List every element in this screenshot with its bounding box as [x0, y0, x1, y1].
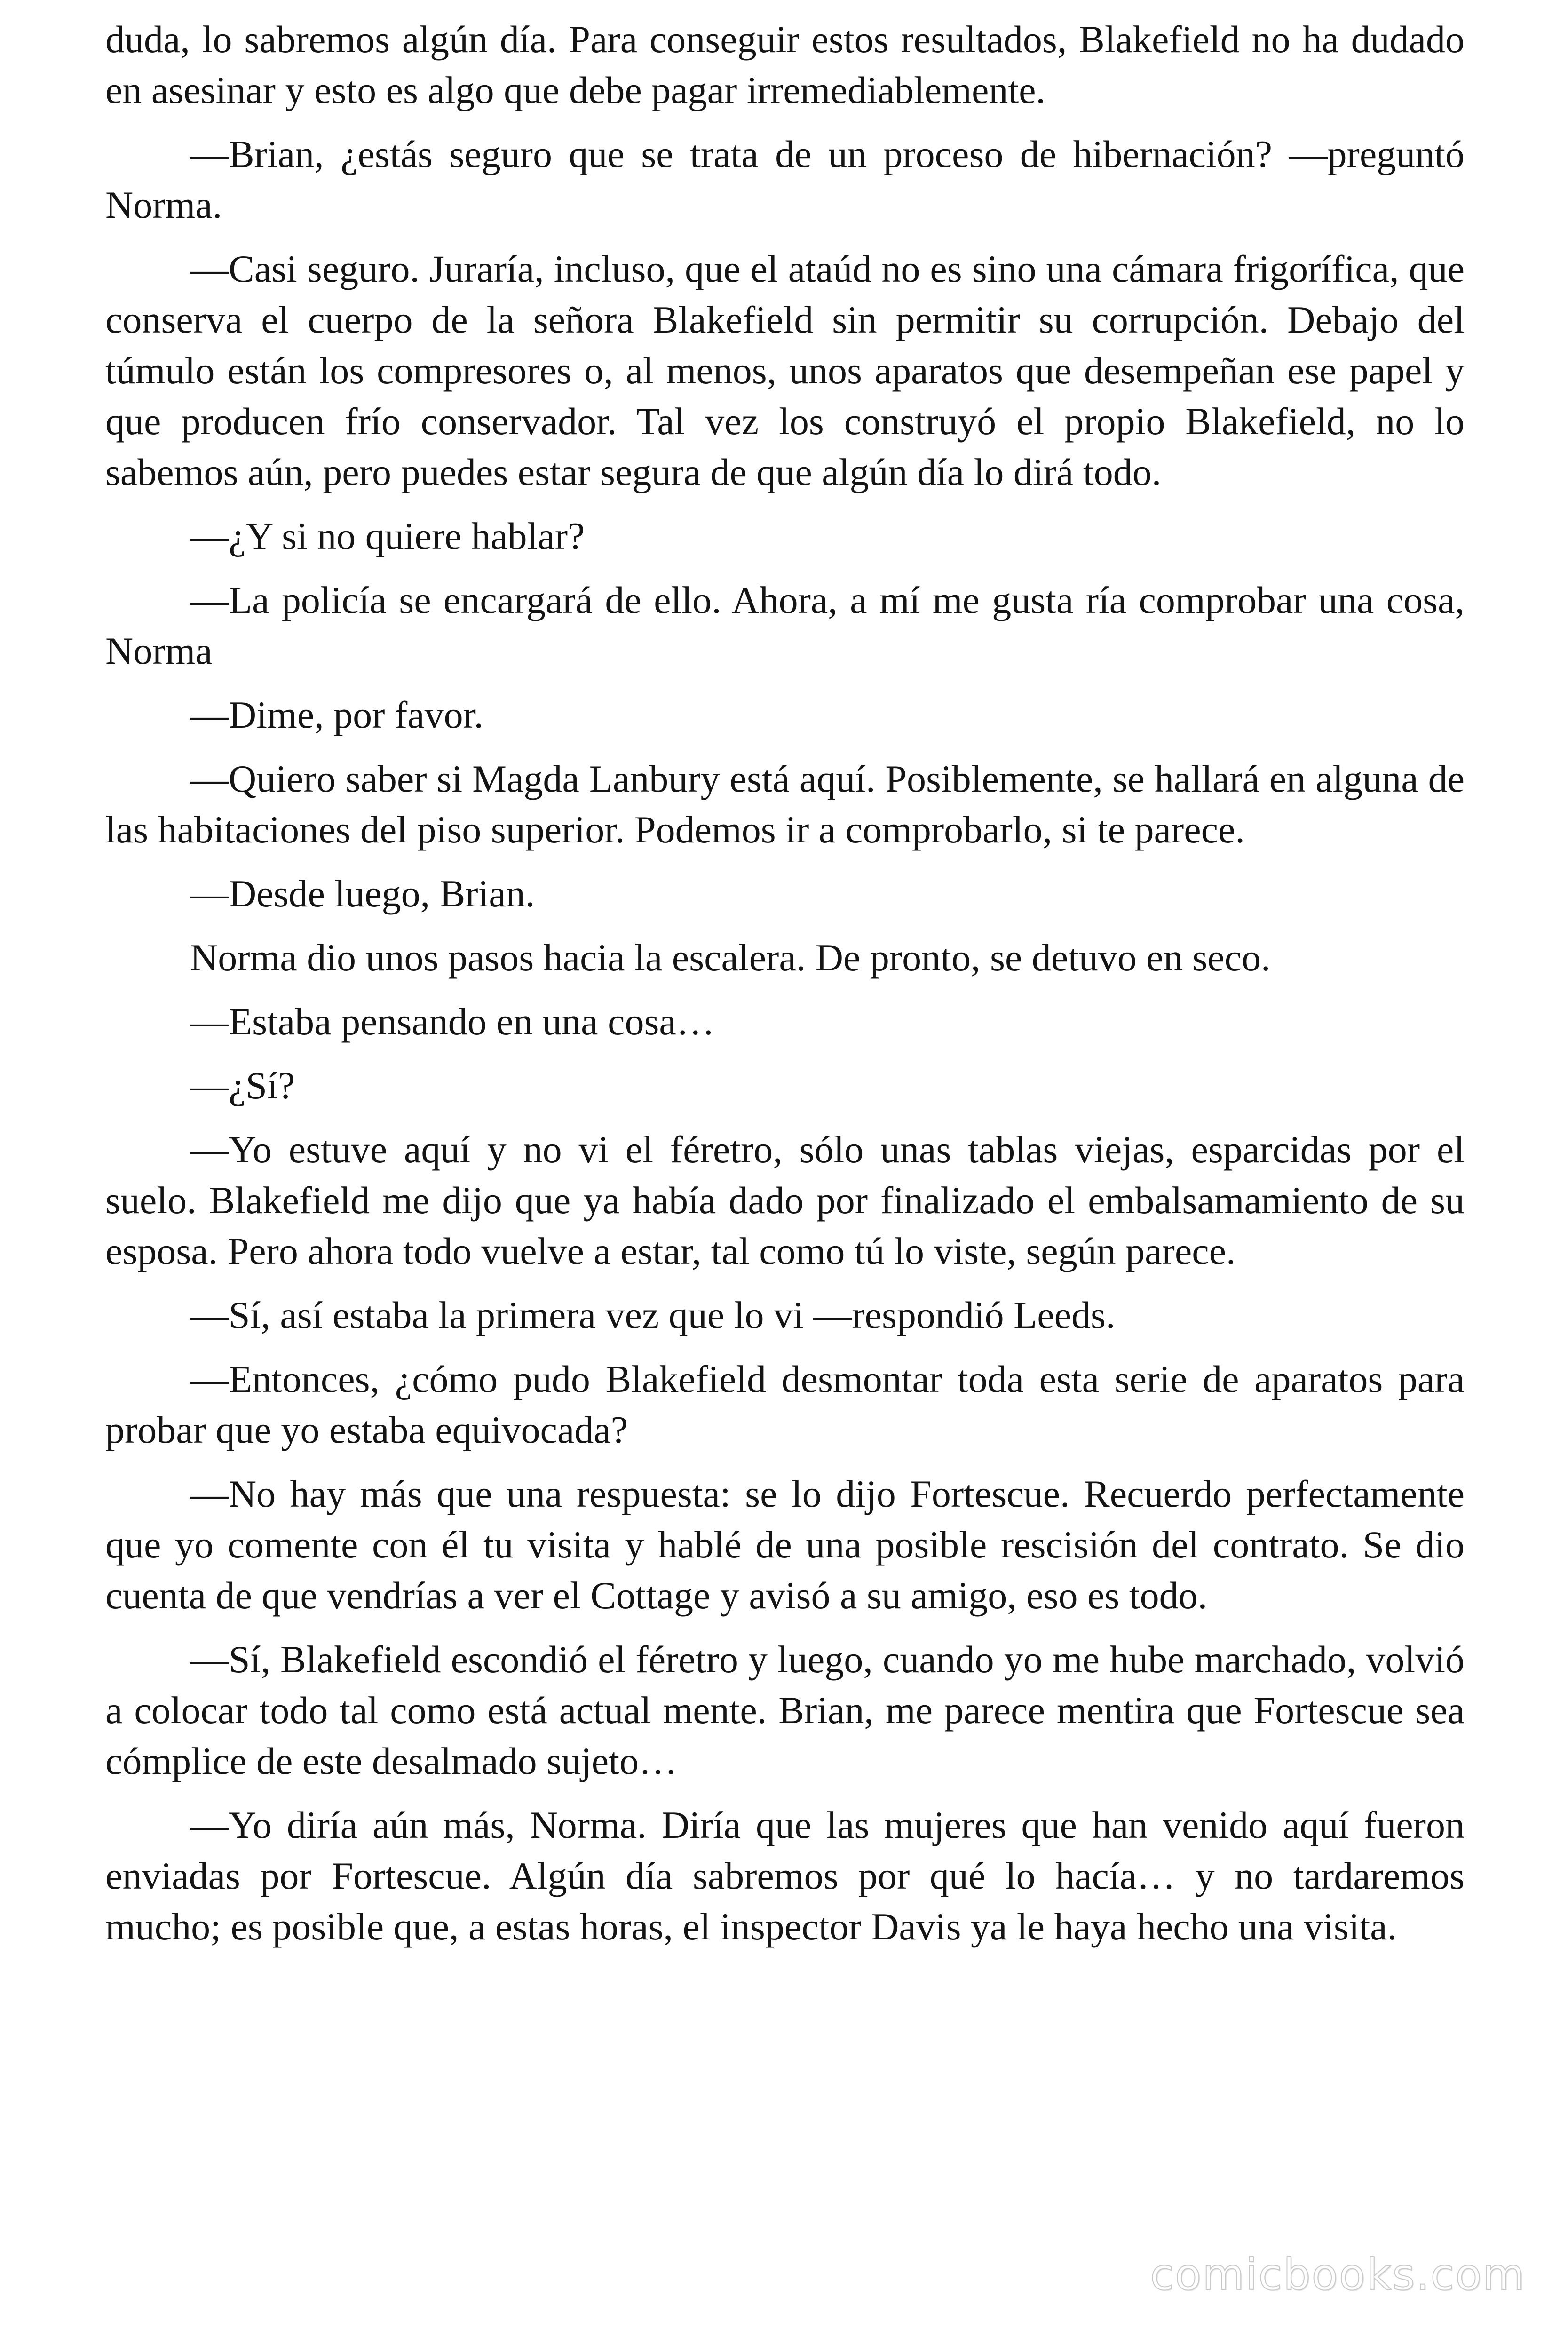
paragraph: —Brian, ¿estás seguro que se trata de un proceso de hibernación? —preguntó Norma. — [105, 133, 1465, 226]
paragraph: —No hay más que una respuesta: se lo dijo Fortescue. Recuerdo perfectamente que yo comente con él tu visita y hablé de una posible rescisión del contrato. Se dio cuenta de que vendrías a ver el Cottage y avisó a su amigo, eso es todo. — [105, 1472, 1465, 1617]
paragraph: —Sí, así estaba la primera vez que lo vi —respondió Leeds. — [190, 1294, 1116, 1336]
paragraph: —¿Sí? — [190, 1064, 295, 1107]
paragraph: —Desde luego, Brian. — [190, 872, 535, 915]
paragraph: —Casi seguro. Juraría, incluso, que el ataúd no es sino una cámara frigorífica, que conserva el cuerpo de la señora Blakefield sin permitir su corrupción. Debajo del túmulo están los compresores o, al menos, unos aparatos que desempeñan ese papel y que producen frío conservador. Tal vez los construyó el propio Blakefield, no lo sabemos aún, pero puedes estar segura de que algún día lo dirá todo. — [105, 247, 1465, 493]
paragraph: —¿Y si no quiere hablar? — [190, 515, 585, 557]
watermark: comicbooks.com — [1150, 2249, 1526, 2300]
paragraph: Norma dio unos pasos hacia la escalera. De pronto, se detuvo en seco. — [190, 936, 1271, 979]
paragraph: —Yo diría aún más, Norma. Diría que las mujeres que han venido aquí fueron enviadas por Fortescue. Algún día sabremos por qué lo hacía… y no tardaremos mucho; es posible que, a estas horas, el inspector Davis ya le haya hecho una visita. — [105, 1804, 1465, 1948]
paragraph: —Sí, Blakefield escondió el féretro y luego, cuando yo me hube marchado, volvió a colocar todo tal como está actual mente. Brian, me parece mentira que Fortescue sea cómplice de este desalmado sujeto… — [105, 1638, 1465, 1782]
paragraph: —Quiero saber si Magda Lanbury está aquí. Posiblemente, se hallará en alguna de las habitaciones del piso superior. Podemos ir a comprobarlo, si te parece. — [105, 757, 1465, 851]
paragraph: —Estaba pensando en una cosa… — [190, 1000, 715, 1043]
paragraph: —La policía se encargará de ello. Ahora, a mí me gusta ría comprobar una cosa, Norma — [105, 579, 1465, 672]
paragraph: —Yo estuve aquí y no vi el féretro, sólo unas tablas viejas, esparcidas por el suelo. Blakefield me dijo que ya había dado por finalizado el embalsamamiento de su esposa. Pero ahora todo vuelve a estar, tal como tú lo viste, según parece. — [105, 1128, 1465, 1272]
page-body — [105, 14, 1465, 1965]
paragraph: —Entonces, ¿cómo pudo Blakefield desmontar toda esta serie de aparatos para probar que yo estaba equivocada? — [105, 1358, 1465, 1451]
paragraph: duda, lo sabremos algún día. Para conseguir estos resultados, Blakefield no ha dudado en asesinar y esto es algo que debe pagar irremediablemente. — [105, 18, 1465, 111]
paragraph: —Dime, por favor. — [190, 693, 483, 736]
